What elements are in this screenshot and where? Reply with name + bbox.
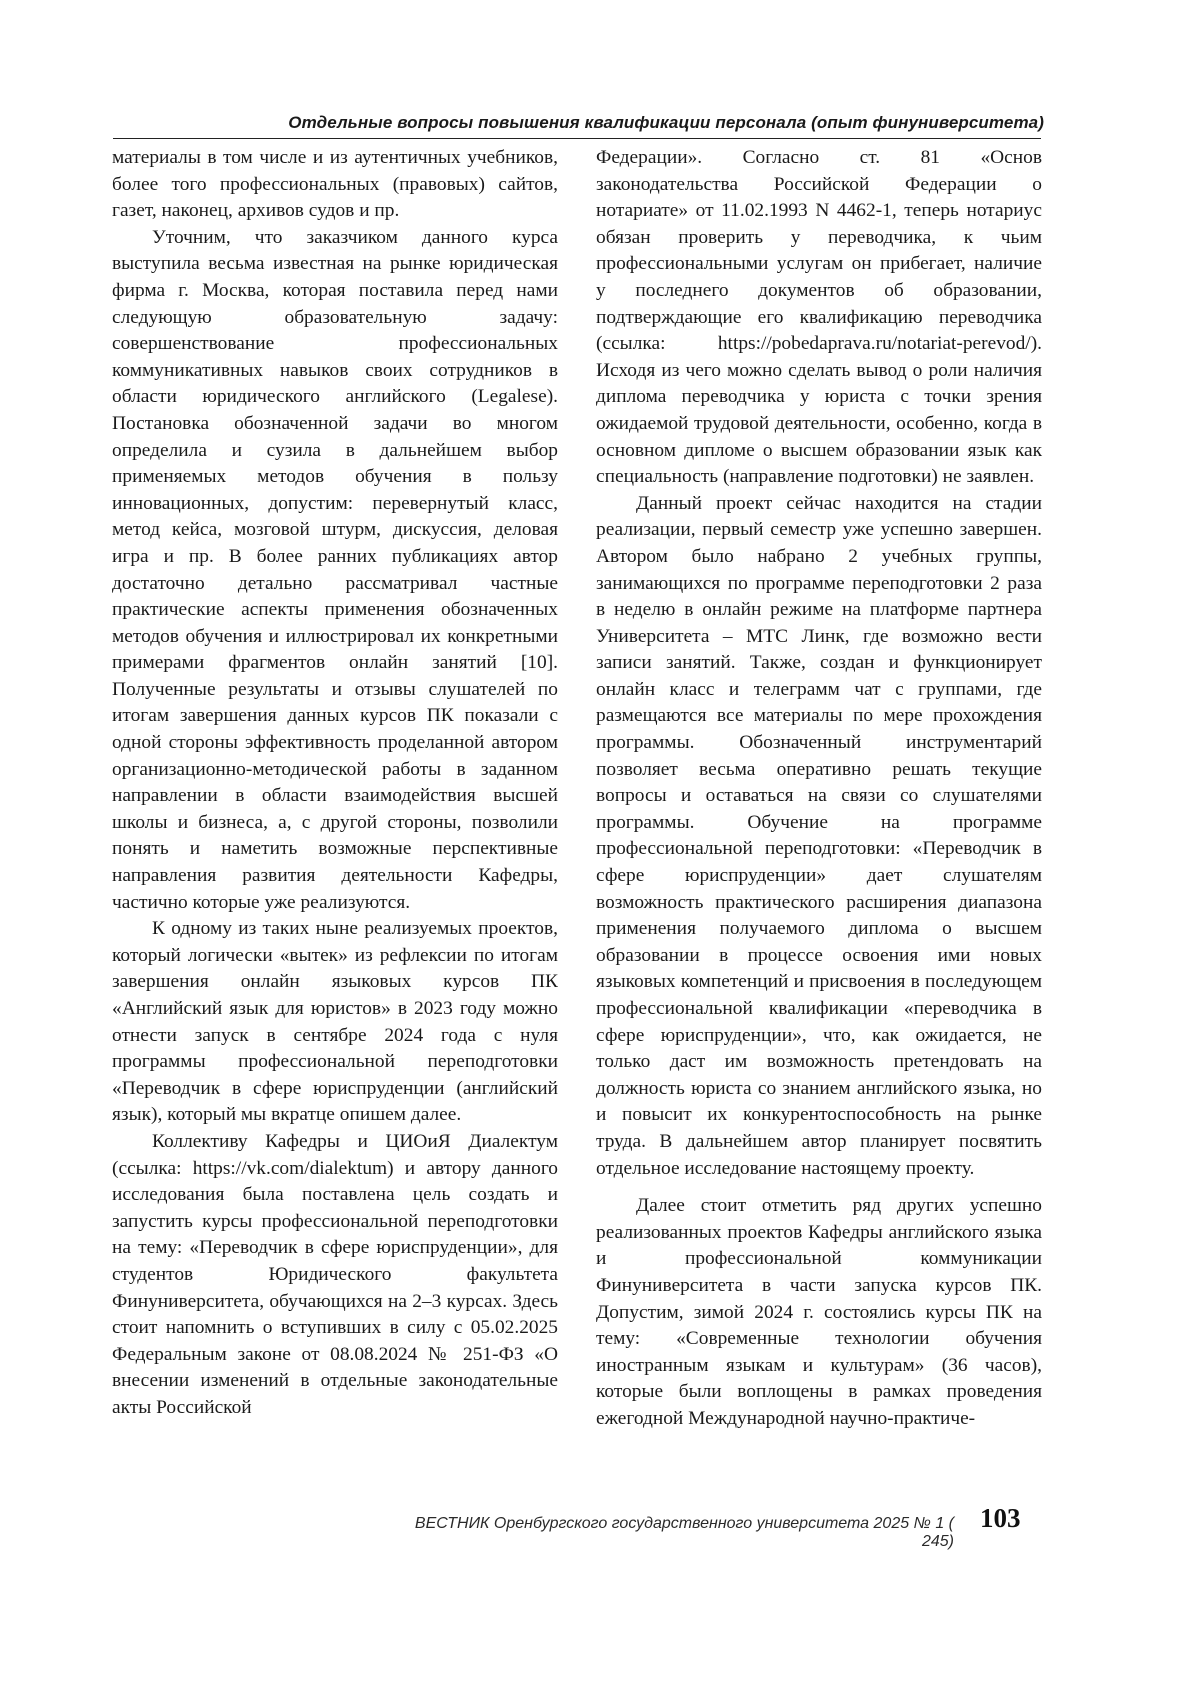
page-number: 103 (980, 1503, 1021, 1533)
paragraph: Далее стоит отметить ряд других успешно реализованных проектов Кафедры английского языка и профессиональной коммуникации Финуниверситета в части запуска курсов ПК. Допустим, зимой 2024 г. состоялись курсы ПК на тему: «Современные технологии обучения иностранным языкам и культурам» (36 часов), которые были воплощены в рамках проведения ежегодной Международной научно-практиче- (596, 1195, 1042, 1429)
paragraph: Коллективу Кафедры и ЦИОиЯ Диалектум (ссылка: https://vk.com/dialektum) и автору данного исследования была поставлена цель создать и запустить курсы профессиональной переподготовки на тему: «Переводчик в сфере юриспруденции», для студентов Юридического факультета Финуниверситета, обучающихся на 2–3 курсах. Здесь стоит напомнить о вступивших в силу с 05.02.2025 Федеральным законе от 08.08.2024 № 251-ФЗ «О внесении изменений в отдельные законодательные акты Российской (112, 1130, 558, 1418)
left-text-column (112, 145, 558, 1422)
paragraph: Данный проект сейчас находится на стадии реализации, первый семестр уже успешно завершен. Автором было набрано 2 учебных группы, занимающихся по программе переподготовки 2 раза в неделю в онлайн режиме на платформе партнера Университета – МТС Линк, где возможно вести записи занятий. Также, создан и функционирует онлайн класс и телеграмм чат с группами, где размещаются все материалы по мере прохождения программы. Обозначенный инструментарий позволяет весьма оперативно решать текущие вопросы и оставаться на связи со слушателями программы. Обучение на программе профессиональной переподготовки: «Переводчик в сфере юриспруденции» дает слушателям возможность практического расширения диапазона применения получаемого диплома о высшем образовании в процессе освоения ими новых языковых компетенций и присвоения в последующем профессиональной квалификации «переводчика в сфере юриспруденции», что, как ожидается, не только даст им возможность претендовать на должность юриста со знанием английского языка, но и повысит их конкурентоспособность на рынке труда. В дальнейшем автор планирует посвятить отдельное исследование настоящему проекту. (596, 492, 1042, 1179)
paragraph: Федерации». Согласно ст. 81 «Основ законодательства Российской Федерации о нотариате» от 11.02.1993 N 4462-1, теперь нотариус обязан проверить у переводчика, к чьим профессиональными услугам он прибегает, наличие у последнего документов об образовании, подтверждающие его квалификацию переводчика (ссылка: https://pobedaprava.ru/notariat-perevod/). Исходя из чего можно сделать вывод о роли наличия диплома переводчика у юриста с точки зрения ожидаемой трудовой деятельности, особенно, когда в основном дипломе о высшем образовании язык как специальность (направление подготовки) не заявлен. (596, 147, 1042, 488)
paragraph: материалы в том числе и из аутентичных учебников, более того профессиональных (правовых) сайтов, газет, наконец, архивов судов и пр. (112, 147, 558, 222)
paragraph: К одному из таких ныне реализуемых проектов, который логически «вытек» из рефлексии по итогам завершения онлайн языковых курсов ПК «Английский язык для юристов» в 2023 году можно отнести запуск в сентябре 2024 года с нуля программы профессиональной переподготовки «Переводчик в сфере юриспруденции (английский язык), который мы вкратце опишем далее. (112, 918, 558, 1126)
journal-footer: ВЕСТНИК Оренбургского государственного университета 2025 № 1 ( 245) (414, 1515, 954, 1550)
running-title: Отдельные вопросы повышения квалификации персонала (опыт финуниверситета) (288, 113, 1044, 132)
paragraph: Уточним, что заказчиком данного курса выступила весьма известная на рынке юридическая фирма г. Москва, которая поставила перед нами следующую образовательную задачу: совершенствование профессиональных коммуникативных навыков своих сотрудников в области юридического английского (Legalese). Постановка обозначенной задачи во многом определила и сузила в дальнейшем выбор применяемых методов обучения в пользу инновационных, допустим: перевернутый класс, метод кейса, мозговой штурм, дискуссия, деловая игра и пр. В более ранних публикациях автор достаточно детально рассматривал частные практические аспекты применения обозначенных методов обучения и иллюстрировал их конкретными примерами фрагментов онлайн занятий [10]. Полученные результаты и отзывы слушателей по итогам завершения данных курсов ПК показали с одной стороны эффективность проделанной автором организационно-методической работы в заданном направлении в области взаимодействия высшей школы и бизнеса, а, с другой стороны, позволили понять и наметить возможные перспективные направления развития деятельности Кафедры, частично которые уже реализуются. (112, 226, 558, 913)
right-text-column (596, 145, 1042, 1433)
header-divider (113, 138, 1041, 139)
